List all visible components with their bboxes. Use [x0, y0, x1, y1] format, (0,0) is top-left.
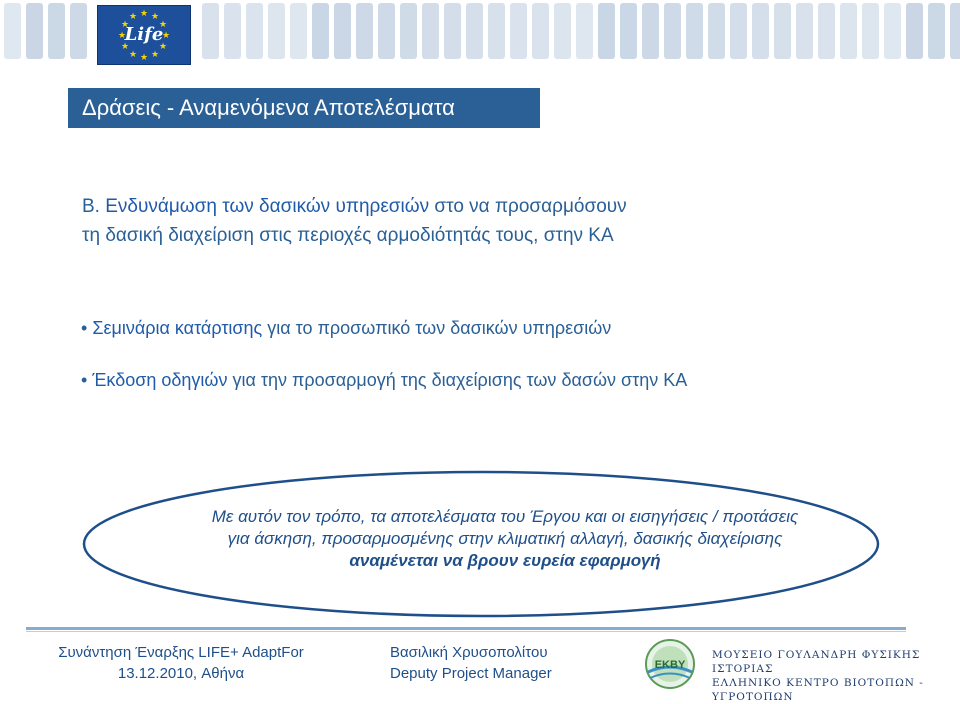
- mosaic-tile: [422, 3, 439, 59]
- eu-star-icon: ★: [159, 19, 168, 29]
- mosaic-tile: [290, 3, 307, 59]
- mosaic-tile: [4, 3, 21, 59]
- intro-prefix: Β.: [82, 196, 106, 217]
- mosaic-tile: [532, 3, 549, 59]
- mosaic-tile: [400, 3, 417, 59]
- bullet-highlight: Σεμινάρια κατάρτισης: [92, 318, 263, 338]
- mosaic-tile: [466, 3, 483, 59]
- mosaic-tile: [554, 3, 571, 59]
- footer-event: [50, 642, 312, 684]
- footer-presenter-name: Βασιλική Χρυσοπολίτου: [390, 644, 548, 661]
- eu-star-icon: ★: [120, 41, 130, 51]
- mosaic-tile: [796, 3, 813, 59]
- bullet-guidelines: [81, 370, 687, 391]
- mosaic-tile: [752, 3, 769, 59]
- eu-star-icon: ★: [151, 10, 160, 21]
- mosaic-tile: [708, 3, 725, 59]
- footer-presenter: [390, 642, 610, 684]
- mosaic-tile: [950, 3, 960, 59]
- footer-event-title: Συνάντηση Έναρξης LIFE+ AdaptFor: [58, 644, 304, 661]
- footer-org-line1: ΜΟΥΣΕΙΟ ΓΟΥΛΑΝΔΡΗ ΦΥΣΙΚΗΣ ΙΣΤΟΡΙΑΣ: [712, 649, 921, 675]
- bullet-text: για την προσαρμογή της διαχείρισης των δασών στην ΚΑ: [227, 370, 688, 390]
- mosaic-tile: [334, 3, 351, 59]
- footer-divider: [26, 627, 906, 630]
- eu-star-icon: ★: [151, 49, 160, 60]
- mosaic-tile: [202, 3, 219, 59]
- mosaic-tile: [576, 3, 593, 59]
- eu-star-icon: ★: [140, 52, 149, 62]
- conclusion-line3: αναμένεται να βρουν ευρεία εφαρμογή: [349, 551, 661, 570]
- footer-divider-thin: [26, 631, 906, 632]
- mosaic-tile: [246, 3, 263, 59]
- intro-highlight: Ενδυνάμωση των δασικών υπηρεσιών: [105, 196, 430, 217]
- footer-presenter-role: Deputy Project Manager: [390, 665, 552, 682]
- bullet-text: για το προσωπικό των δασικών υπηρεσιών: [262, 318, 612, 338]
- mosaic-tile: [862, 3, 879, 59]
- mosaic-tile: [312, 3, 329, 59]
- mosaic-tile: [598, 3, 615, 59]
- footer-event-date: 13.12.2010, Αθήνα: [117, 665, 245, 682]
- conclusion-line1: Με αυτόν τον τρόπο, τα αποτελέσματα του Έργου και οι εισηγήσεις / προτάσεις: [211, 507, 799, 526]
- mosaic-tile: [224, 3, 241, 59]
- eu-star-icon: ★: [162, 30, 171, 40]
- mosaic-tile: [356, 3, 373, 59]
- intro-line1-rest: στο να προσαρμόσουν: [429, 196, 627, 217]
- mosaic-tile: [642, 3, 659, 59]
- bullet-highlight: Έκδοση οδηγιών: [92, 370, 228, 390]
- mosaic-tile: [906, 3, 923, 59]
- bullet-dot-icon: •: [81, 370, 93, 390]
- mosaic-tile: [378, 3, 395, 59]
- mosaic-tile: [488, 3, 505, 59]
- mosaic-tile: [928, 3, 945, 59]
- mosaic-tile: [620, 3, 637, 59]
- mosaic-tile: [70, 3, 87, 59]
- bullet-dot-icon: •: [81, 318, 93, 338]
- page-title: Δράσεις - Αναμενόμενα Αποτελέσματα: [68, 88, 540, 128]
- mosaic-tile: [774, 3, 791, 59]
- mosaic-tile: [26, 3, 43, 59]
- intro-line2: τη δασική διαχείριση στις περιοχές αρμοδιότητάς τους, στην ΚΑ: [82, 225, 614, 246]
- conclusion-line2: για άσκηση, προσαρμοσμένης στην κλιματική αλλαγή, δασικής διαχείρισης: [227, 529, 783, 548]
- mosaic-tile: [884, 3, 901, 59]
- eu-star-icon: ★: [140, 8, 149, 18]
- bullet-seminars: [81, 318, 611, 339]
- mosaic-tile: [818, 3, 835, 59]
- eu-star-icon: ★: [129, 49, 138, 60]
- life-logo: [97, 5, 191, 65]
- eu-star-icon: ★: [129, 10, 138, 21]
- mosaic-tile: [444, 3, 461, 59]
- eu-star-icon: ★: [159, 41, 168, 51]
- eu-star-icon: ★: [120, 19, 130, 29]
- mosaic-tile: [686, 3, 703, 59]
- conclusion-text: [120, 506, 890, 572]
- mosaic-tile: [730, 3, 747, 59]
- ekby-logo: [640, 638, 704, 690]
- eu-star-icon: ★: [118, 30, 127, 40]
- mosaic-tile: [48, 3, 65, 59]
- mosaic-tile: [840, 3, 857, 59]
- life-logo-text: Life: [124, 24, 164, 45]
- mosaic-tile: [664, 3, 681, 59]
- mosaic-tile: [510, 3, 527, 59]
- ekby-logo-text: EKBY: [654, 659, 686, 671]
- mosaic-tile: [268, 3, 285, 59]
- footer-org-line2: ΕΛΛΗΝΙΚΟ ΚΕΝΤΡΟ ΒΙΟΤΟΠΩΝ - ΥΓΡΟΤΟΠΩΝ: [712, 677, 924, 703]
- intro-paragraph: [82, 192, 842, 250]
